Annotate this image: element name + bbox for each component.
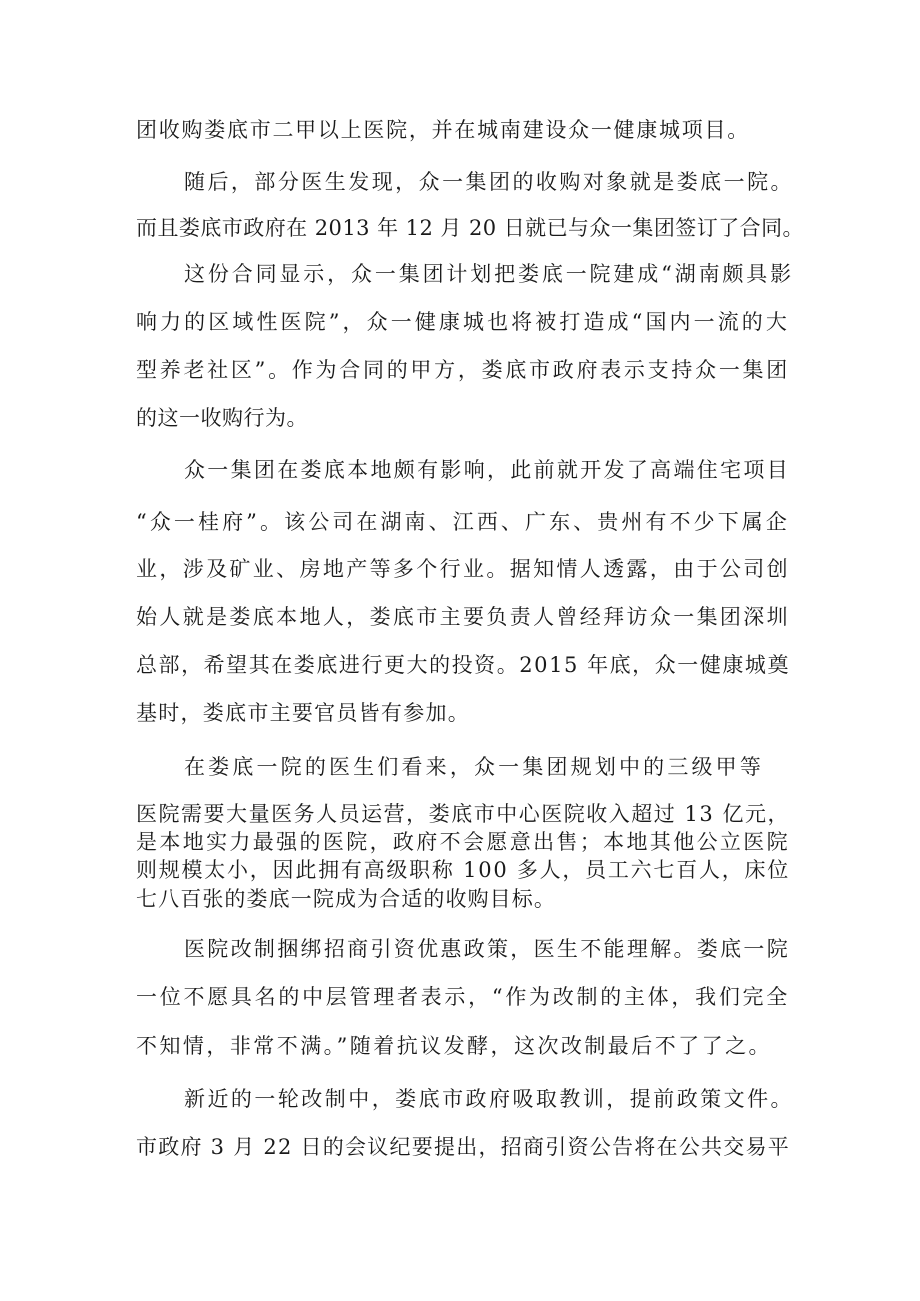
- text-line: 则规模太小，因此拥有高级职称 100 多人，员工六七百人，床位: [136, 858, 790, 882]
- text-line: 不知情，非常不满。”随着抗议发酵，这次改制最后不了了之。: [136, 1034, 772, 1058]
- text-line: 随后，部分医生发现，众一集团的收购对象就是娄底一院。: [184, 170, 794, 194]
- text-line: 七八百张的娄底一院成为合适的收购目标。: [136, 887, 556, 911]
- text-line: 基时，娄底市主要官员皆有参加。: [136, 701, 470, 725]
- text-line: 响力的区域性医院”，众一健康城也将被打造成“国内一流的大: [136, 310, 790, 334]
- text-line: 这份合同显示，众一集团计划把娄底一院建成“湖南颇具影: [184, 262, 794, 286]
- text-line: “众一桂府”。该公司在湖南、江西、广东、贵州有不少下属企: [136, 510, 790, 534]
- text-line: 医院需要大量医务人员运营，娄底市中心医院收入超过 13 亿元，: [136, 802, 790, 826]
- text-line: 新近的一轮改制中，娄底市政府吸取教训，提前政策文件。: [184, 1087, 794, 1111]
- text-line: 的这一收购行为。: [136, 406, 308, 430]
- text-line: 众一集团在娄底本地颇有影响，此前就开发了高端住宅项目: [184, 458, 790, 482]
- text-line: 型养老社区”。作为合同的甲方，娄底市政府表示支持众一集团: [136, 358, 790, 382]
- text-line: 总部，希望其在娄底进行更大的投资。2015 年底，众一健康城奠: [136, 653, 790, 677]
- text-line: 而且娄底市政府在 2013 年 12 月 20 日就已与众一集团签订了合同。: [136, 216, 804, 240]
- text-line: 业，涉及矿业、房地产等多个行业。据知情人透露，由于公司创: [136, 557, 790, 581]
- text-line: 在娄底一院的医生们看来，众一集团规划中的三级甲等: [184, 755, 764, 779]
- text-line: 医院改制捆绑招商引资优惠政策，医生不能理解。娄底一院: [184, 937, 790, 961]
- text-line: 一位不愿具名的中层管理者表示，“作为改制的主体，我们完全: [136, 985, 790, 1009]
- text-line: 始人就是娄底本地人，娄底市主要负责人曾经拜访众一集团深圳: [136, 605, 790, 629]
- text-line: 市政府 3 月 22 日的会议纪要提出，招商引资公告将在公共交易平: [136, 1135, 790, 1159]
- text-line: 团收购娄底市二甲以上医院，并在城南建设众一健康城项目。: [136, 118, 750, 142]
- text-line: 是本地实力最强的医院，政府不会愿意出售；本地其他公立医院: [136, 830, 790, 854]
